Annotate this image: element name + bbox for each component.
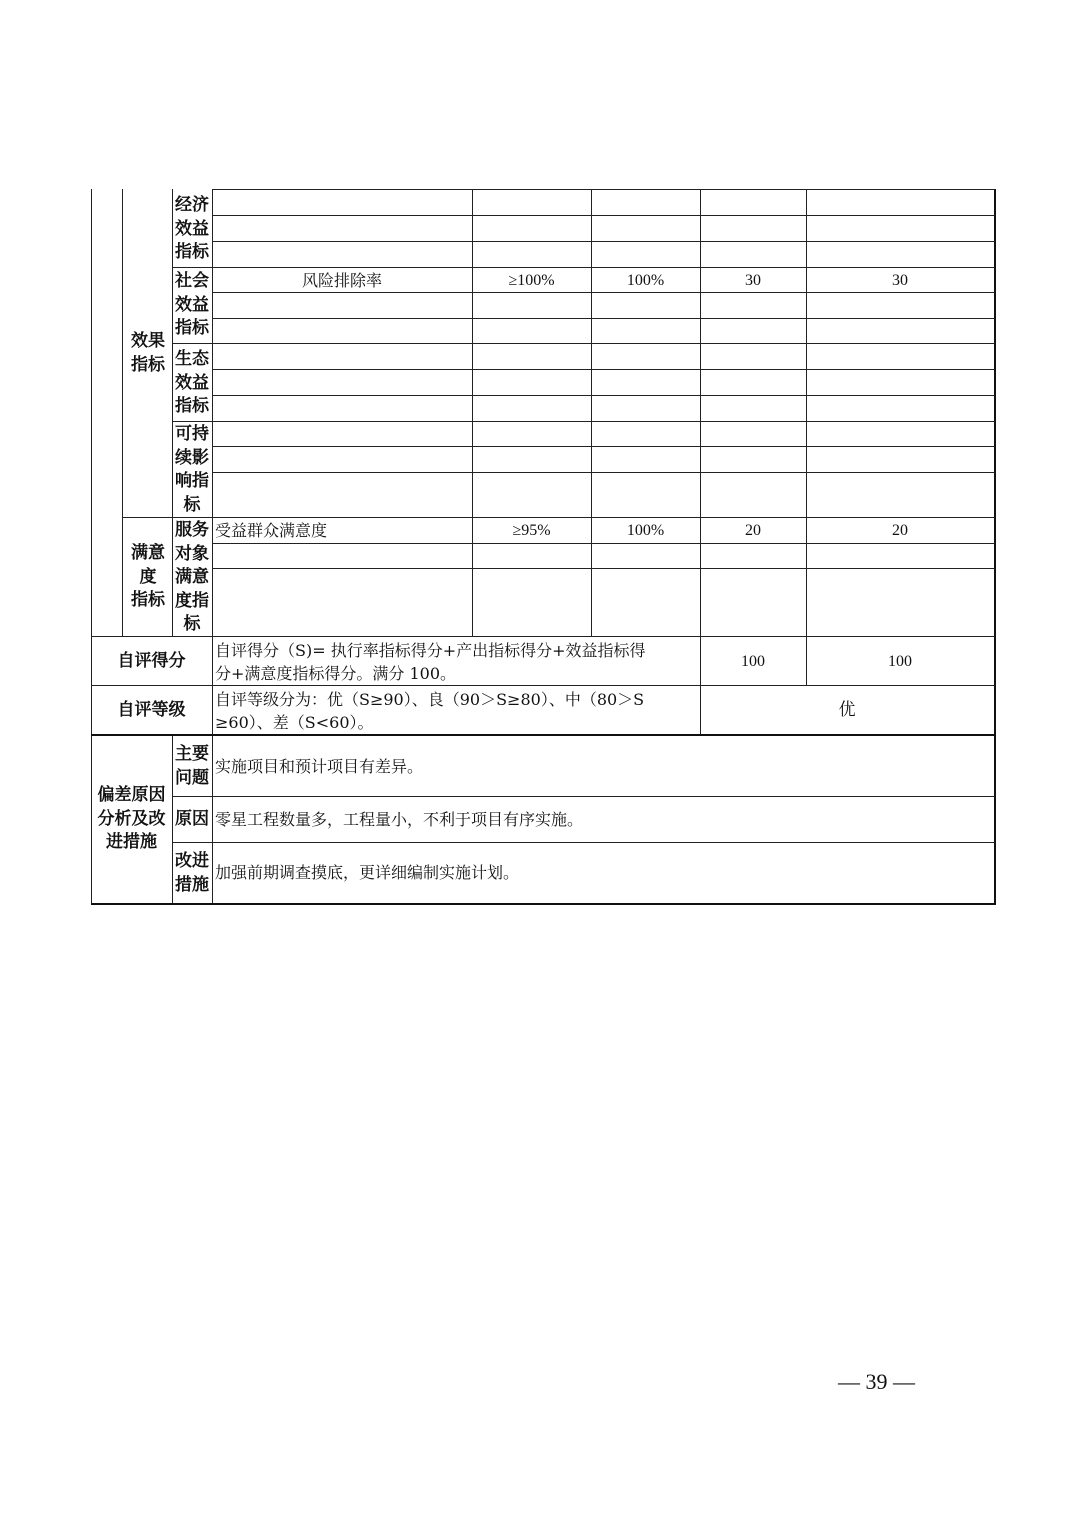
grid-line xyxy=(212,292,995,293)
reason-label: 原因 xyxy=(175,809,209,829)
social-actual-value: 100% xyxy=(626,272,665,289)
grid-line xyxy=(212,568,995,569)
grid-line xyxy=(994,189,996,905)
reason-text: 零星工程数量多，工程量小，不利于项目有序实施。 xyxy=(215,810,584,829)
grid-line xyxy=(91,685,995,686)
social-score-value: 30 xyxy=(892,272,908,289)
self-grade-desc-line1: 自评等级分为：优（S≥90）、良（90＞S≥80）、中（80＞S xyxy=(215,690,645,709)
grid-line xyxy=(122,517,995,518)
satisfaction-score-value: 20 xyxy=(892,522,908,539)
self-score-label: 自评得分 xyxy=(117,651,186,671)
grid-line xyxy=(172,796,995,797)
grid-line xyxy=(591,189,592,637)
deviation-analysis-label: 偏差原因 分析及改 进措施 xyxy=(97,785,166,852)
self-score-value: 100 xyxy=(888,653,912,670)
self-grade-label: 自评等级 xyxy=(117,700,186,720)
grid-line xyxy=(122,189,123,637)
grid-line xyxy=(212,241,995,242)
grid-line xyxy=(472,189,473,637)
grid-line xyxy=(91,903,996,905)
service-satisfaction-label: 服务 对象 满意 度指 标 xyxy=(175,520,209,634)
improvement-text: 加强前期调查摸底，更详细编制实施计划。 xyxy=(215,863,520,882)
self-grade-value: 优 xyxy=(838,700,856,720)
grid-line xyxy=(212,543,995,544)
grid-line xyxy=(172,421,995,422)
self-score-formula-line1: 自评得分（S)= 执行率指标得分+产出指标得分+效益指标得 xyxy=(215,641,646,660)
grid-line xyxy=(172,267,995,268)
grid-line xyxy=(212,189,995,190)
satisfaction-indicator-label: 满意 度 指标 xyxy=(131,543,165,610)
ecological-benefit-label: 生态 效益 指标 xyxy=(175,349,209,416)
self-grade-desc-line2: ≥60）、差（S<60）。 xyxy=(215,713,374,732)
satisfaction-target-value: ≥95% xyxy=(512,522,551,539)
grid-line xyxy=(172,842,995,843)
self-score-weight: 100 xyxy=(741,653,765,670)
grid-line xyxy=(212,189,213,905)
grid-line xyxy=(91,734,995,736)
social-weight-value: 30 xyxy=(745,272,761,289)
grid-line xyxy=(806,189,807,686)
grid-line xyxy=(91,636,995,637)
grid-line xyxy=(212,215,995,216)
grid-line xyxy=(212,472,995,473)
satisfaction-actual-value: 100% xyxy=(626,522,665,539)
main-problem-label: 主要 问题 xyxy=(175,744,209,788)
page-number: — 39 — xyxy=(838,1369,915,1394)
improvement-label: 改进 措施 xyxy=(175,851,209,895)
grid-line xyxy=(212,395,995,396)
grid-line xyxy=(212,369,995,370)
satisfaction-indicator-name: 受益群众满意度 xyxy=(215,521,328,540)
grid-line xyxy=(212,318,995,319)
social-indicator-name: 风险排除率 xyxy=(301,271,382,290)
grid-line xyxy=(172,343,995,344)
effect-indicator-label: 效果 指标 xyxy=(131,331,165,375)
grid-line xyxy=(212,446,995,447)
self-score-formula-line2: 分+满意度指标得分。满分 100。 xyxy=(215,664,457,683)
satisfaction-weight-value: 20 xyxy=(745,522,761,539)
economic-benefit-label: 经济 效益 指标 xyxy=(175,195,209,262)
main-problem-text: 实施项目和预计项目有差异。 xyxy=(215,757,424,776)
social-target-value: ≥100% xyxy=(508,272,555,289)
sustainable-impact-label: 可持 续影 响指 标 xyxy=(175,424,209,515)
social-benefit-label: 社会 效益 指标 xyxy=(175,271,209,338)
